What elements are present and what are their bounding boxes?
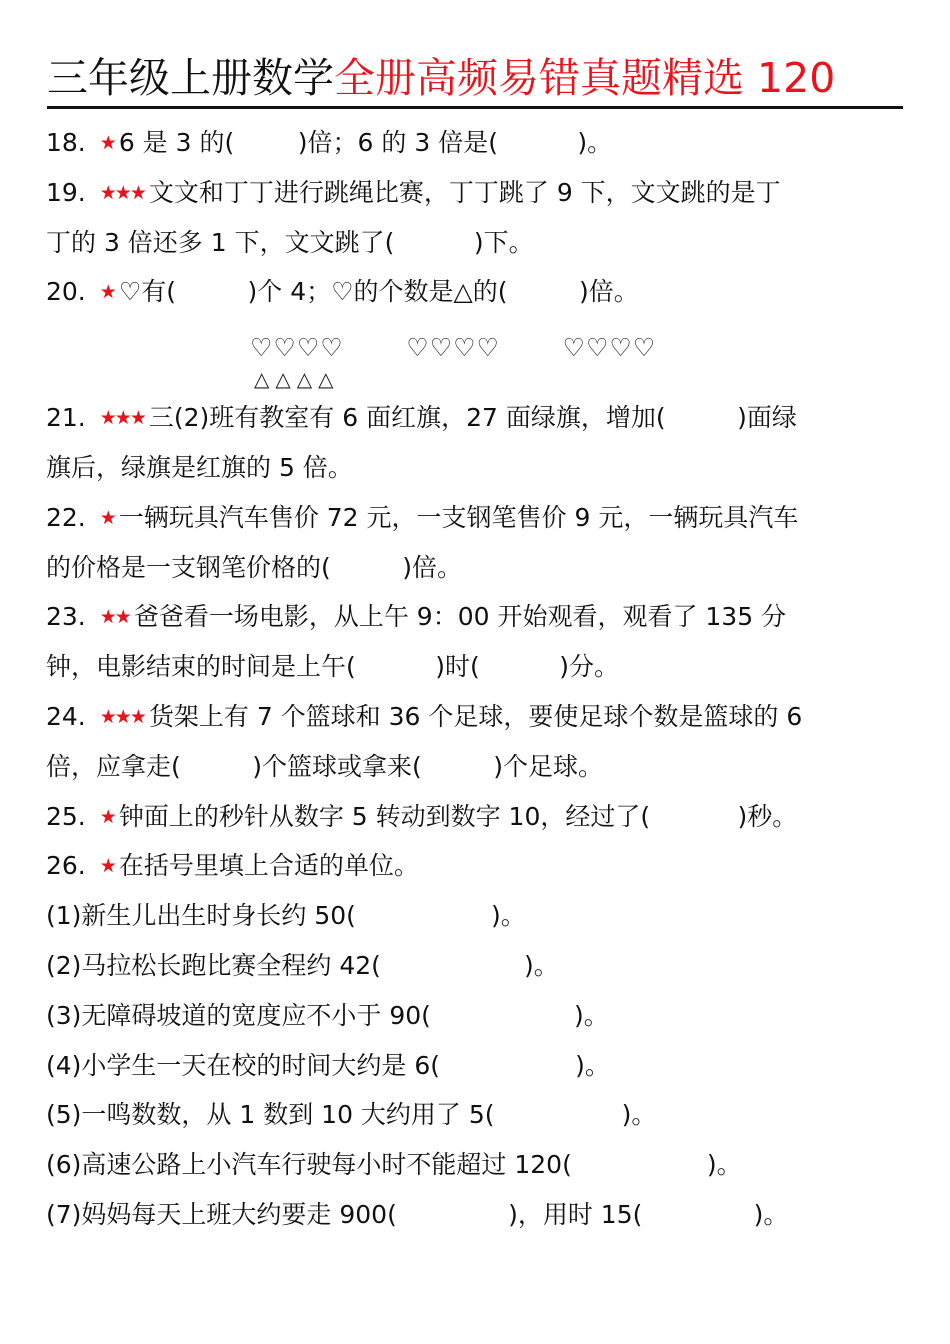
difficulty-stars: ★ xyxy=(99,281,115,304)
question-20: 20. ★ ♡有( )个 4；♡的个数是△的( )倍。 xyxy=(46,277,639,307)
difficulty-stars: ★★★ xyxy=(99,181,145,204)
question-25: 25. ★ 钟面上的秒针从数字 5 转动到数字 10，经过了( )秒。 xyxy=(46,801,798,831)
question-23-cont: 钟，电影结束的时间是上午( )时( )分。 xyxy=(46,652,619,682)
subitem-2: (2)马拉松长跑比赛全程约 42( )。 xyxy=(46,950,559,980)
hearts-row: ♡♡♡♡ ♡♡♡♡ ♡♡♡♡ xyxy=(250,333,657,363)
difficulty-stars: ★★★ xyxy=(99,407,145,430)
question-24: 24. ★★★ 货架上有 7 个篮球和 36 个足球，要使足球个数是篮球的 6 xyxy=(46,701,803,731)
document-title xyxy=(47,52,903,109)
difficulty-stars: ★ xyxy=(99,506,115,529)
difficulty-stars: ★★ xyxy=(99,606,130,629)
question-18: 18. ★ 6 是 3 的( )倍；6 的 3 倍是( )。 xyxy=(46,128,613,157)
difficulty-stars: ★ xyxy=(99,855,115,878)
subitem-4: (4)小学生一天在校的时间大约是 6( )。 xyxy=(46,1050,610,1080)
question-19-cont: 丁的 3 倍还多 1 下，文文跳了( )下。 xyxy=(46,227,534,257)
question-22: 22. ★ 一辆玩具汽车售价 72 元，一支钢笔售价 9 元，一辆玩具汽车 xyxy=(46,502,799,532)
subitem-1: (1)新生儿出生时身长约 50( )。 xyxy=(46,901,526,931)
difficulty-stars: ★★★ xyxy=(99,705,145,728)
subitem-5: (5)一鸣数数，从 1 数到 10 大约用了 5( )。 xyxy=(46,1100,657,1130)
title-topic: 全册高频易错真题精选 120 xyxy=(334,54,836,102)
subitem-3: (3)无障碍坡道的宽度应不小于 90( )。 xyxy=(46,1000,609,1030)
subitem-7: (7)妈妈每天上班大约要走 900( )，用时 15( )。 xyxy=(46,1199,789,1229)
question-list xyxy=(46,118,906,1240)
question-21-cont: 旗后，绿旗是红旗的 5 倍。 xyxy=(46,452,353,482)
title-grade: 三年级上册数学 xyxy=(47,54,334,102)
question-26: 26. ★ 在括号里填上合适的单位。 xyxy=(46,851,419,881)
question-21: 21. ★★★ 三(2)班有教室有 6 面红旗，27 面绿旗，增加( )面绿 xyxy=(46,403,797,433)
question-24-cont: 倍，应拿走( )个篮球或拿来( )个足球。 xyxy=(46,751,604,781)
question-22-cont: 的价格是一支钢笔价格的( )倍。 xyxy=(46,552,463,582)
question-19: 19. ★★★ 文文和丁丁进行跳绳比赛，丁丁跳了 9 下，文文跳的是丁 xyxy=(46,177,781,207)
question-23: 23. ★★ 爸爸看一场电影，从上午 9：00 开始观看，观看了 135 分 xyxy=(46,602,787,632)
subitem-6: (6)高速公路上小汽车行驶每小时不能超过 120( )。 xyxy=(46,1150,742,1180)
difficulty-stars: ★ xyxy=(99,805,115,828)
hearts-triangles-figure xyxy=(46,317,906,393)
triangles-row: △△△△ xyxy=(254,367,340,392)
difficulty-stars: ★ xyxy=(99,132,115,154)
